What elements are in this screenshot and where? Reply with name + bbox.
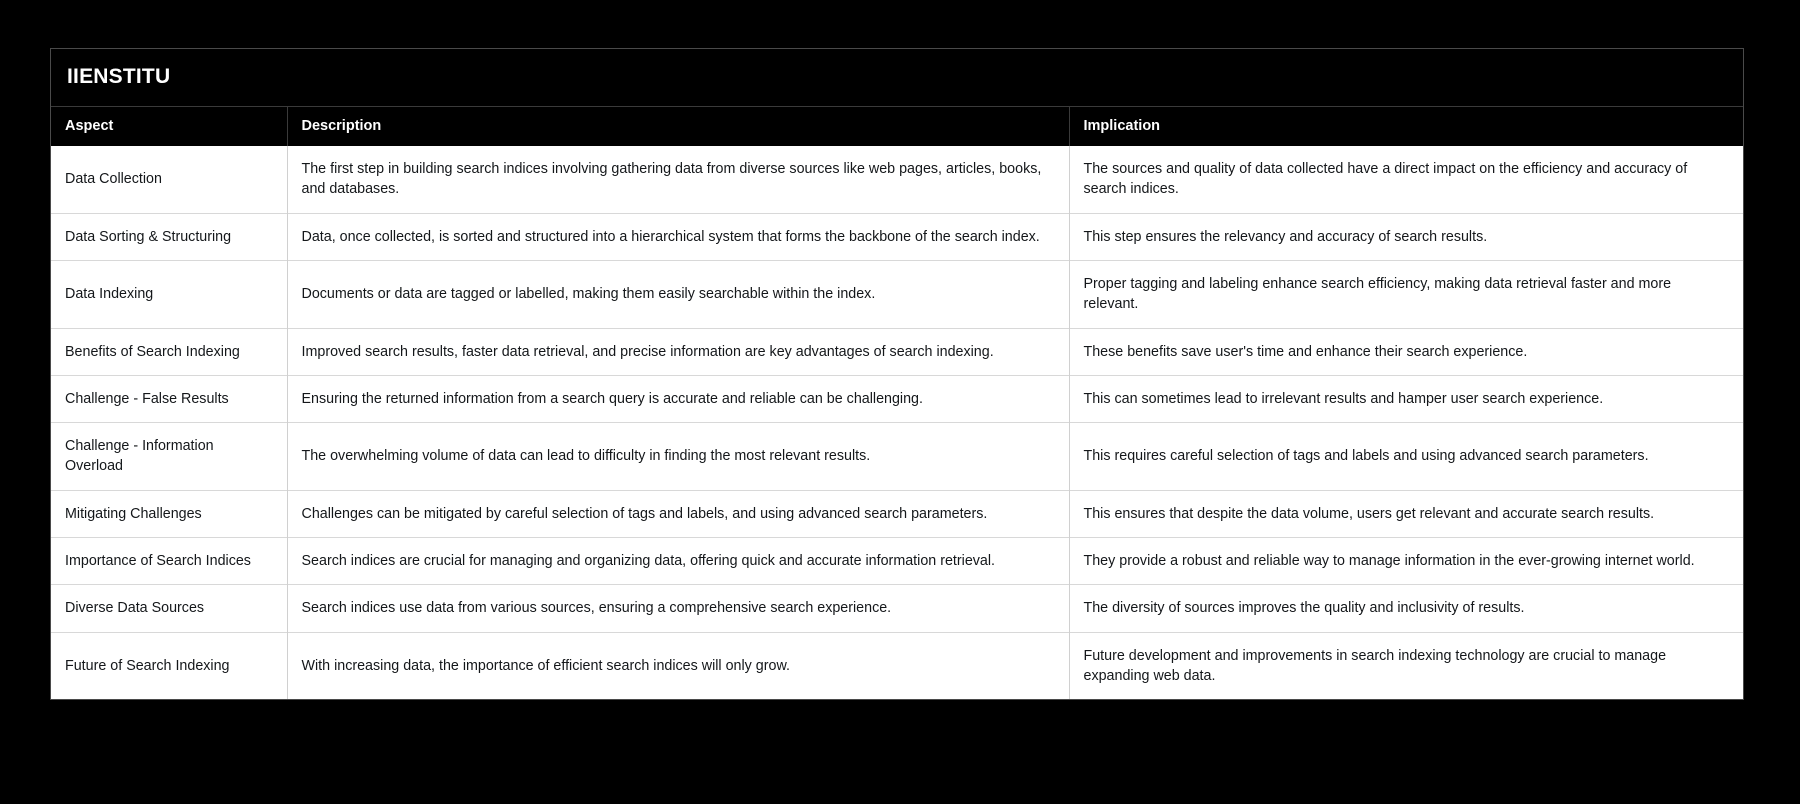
cell-description: Data, once collected, is sorted and structured into a hierarchical system that forms the backbone of the search index.	[287, 213, 1069, 260]
table-row	[51, 423, 1743, 491]
brand-bar	[51, 49, 1743, 107]
cell-description: Improved search results, faster data retrieval, and precise information are key advantages of search indexing.	[287, 328, 1069, 375]
cell-aspect: Mitigating Challenges	[51, 490, 287, 537]
cell-aspect: Challenge - Information Overload	[51, 423, 287, 491]
cell-aspect: Data Indexing	[51, 260, 287, 328]
table-row	[51, 490, 1743, 537]
table-row	[51, 328, 1743, 375]
data-table	[51, 107, 1743, 699]
cell-aspect: Diverse Data Sources	[51, 585, 287, 632]
table-row	[51, 146, 1743, 213]
table-row	[51, 213, 1743, 260]
cell-description: The first step in building search indices involving gathering data from diverse sources like web pages, articles, books, and databases.	[287, 146, 1069, 213]
table-row	[51, 632, 1743, 699]
column-header-implication: Implication	[1069, 107, 1743, 146]
cell-description: Search indices use data from various sources, ensuring a comprehensive search experience.	[287, 585, 1069, 632]
cell-aspect: Importance of Search Indices	[51, 538, 287, 585]
column-header-aspect: Aspect	[51, 107, 287, 146]
cell-implication: This ensures that despite the data volume, users get relevant and accurate search results.	[1069, 490, 1743, 537]
table-row	[51, 585, 1743, 632]
cell-description: Documents or data are tagged or labelled, making them easily searchable within the index.	[287, 260, 1069, 328]
table-row	[51, 538, 1743, 585]
cell-aspect: Data Sorting & Structuring	[51, 213, 287, 260]
cell-implication: This step ensures the relevancy and accuracy of search results.	[1069, 213, 1743, 260]
cell-description: Challenges can be mitigated by careful selection of tags and labels, and using advanced search parameters.	[287, 490, 1069, 537]
table-header	[51, 107, 1743, 146]
table-header-row	[51, 107, 1743, 146]
cell-implication: They provide a robust and reliable way to manage information in the ever-growing internet world.	[1069, 538, 1743, 585]
cell-implication: The diversity of sources improves the quality and inclusivity of results.	[1069, 585, 1743, 632]
cell-implication: This requires careful selection of tags and labels and using advanced search parameters.	[1069, 423, 1743, 491]
cell-implication: These benefits save user's time and enhance their search experience.	[1069, 328, 1743, 375]
cell-aspect: Future of Search Indexing	[51, 632, 287, 699]
brand-title: IIENSTITU	[67, 65, 171, 88]
cell-implication: Future development and improvements in search indexing technology are crucial to manage expanding web data.	[1069, 632, 1743, 699]
cell-description: Ensuring the returned information from a search query is accurate and reliable can be challenging.	[287, 375, 1069, 422]
column-header-description: Description	[287, 107, 1069, 146]
table-row	[51, 260, 1743, 328]
table-body	[51, 146, 1743, 699]
cell-description: The overwhelming volume of data can lead to difficulty in finding the most relevant results.	[287, 423, 1069, 491]
cell-aspect: Data Collection	[51, 146, 287, 213]
table-card	[50, 48, 1744, 700]
cell-description: With increasing data, the importance of efficient search indices will only grow.	[287, 632, 1069, 699]
cell-implication: The sources and quality of data collected have a direct impact on the efficiency and accuracy of search indices.	[1069, 146, 1743, 213]
cell-implication: This can sometimes lead to irrelevant results and hamper user search experience.	[1069, 375, 1743, 422]
cell-implication: Proper tagging and labeling enhance search efficiency, making data retrieval faster and more relevant.	[1069, 260, 1743, 328]
cell-aspect: Benefits of Search Indexing	[51, 328, 287, 375]
cell-aspect: Challenge - False Results	[51, 375, 287, 422]
cell-description: Search indices are crucial for managing and organizing data, offering quick and accurate information retrieval.	[287, 538, 1069, 585]
table-row	[51, 375, 1743, 422]
